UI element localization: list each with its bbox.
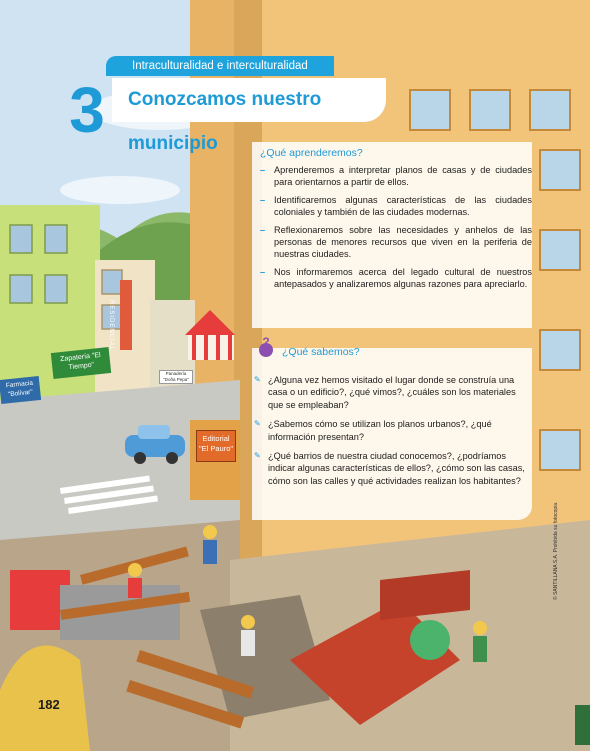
svg-text:?: ?: [262, 336, 270, 349]
section-tab: [106, 56, 334, 76]
sign-zapateria-text: Zapatería "El Tiempo": [59, 351, 101, 372]
sign-panaderia: [159, 370, 193, 384]
learn-list: [258, 164, 532, 296]
list-item-text: Nos informaremos acerca del legado cultural de nuestros antepasados y analizaremos algunas razones para apreciarlo.: [274, 266, 532, 290]
list-item: [258, 194, 532, 219]
sign-farmacia: [0, 376, 41, 404]
sign-panaderia-text: Panadería "Doña Pepa": [163, 371, 189, 382]
list-item-text: ¿Sabemos cómo se utilizan los planos urbanos?, ¿qué información presentan?: [268, 419, 492, 442]
question-bullet-icon: ✎: [254, 375, 261, 384]
know-list: [254, 374, 530, 494]
list-item: [254, 374, 530, 411]
section-label: Intraculturalidad e interculturalidad: [132, 60, 308, 72]
list-item-text: Aprenderemos a interpretar planos de casas y de ciudades para orientarnos a partir de ellos.: [274, 165, 532, 188]
list-item: [254, 450, 530, 487]
sign-editorial: [196, 430, 236, 462]
question-bullet-icon: ✎: [254, 451, 261, 461]
list-item-text: Identificaremos algunas características de las ciudades coloniales y también de las ciudades modernas.: [274, 194, 532, 218]
credit-text: © SANTILLANA S.A. Prohibida su fotocopia.: [553, 501, 559, 600]
page-number: 182: [38, 697, 60, 712]
sign-residencial: [106, 300, 116, 370]
question-mark-icon: [256, 336, 276, 358]
list-item-text: ¿Qué barrios de nuestra ciudad conocemos?, ¿podríamos indicar algunas características de ellos?, ¿cómo son las casas, cómo son las calles y qué actividades realizan los habitantes?: [268, 451, 525, 486]
sign-residencial-text: RESIDENCIAL: [108, 300, 114, 352]
dash-bullet-icon: –: [260, 194, 266, 205]
list-item: [258, 164, 532, 189]
dash-bullet-icon: –: [260, 165, 266, 175]
know-heading: ¿Qué sabemos?: [282, 346, 360, 358]
list-item: [254, 418, 530, 443]
list-item-text: Reflexionaremos sobre las necesidades y anhelos de las personas de menores recursos que viven en la periferia de nuestras ciudades.: [274, 224, 532, 260]
list-item-text: ¿Alguna vez hemos visitado el lugar donde se construía una casa o un edificio?, ¿qué vimos?, ¿cuáles son los materiales que se empleaban?: [268, 375, 516, 410]
dash-bullet-icon: –: [260, 224, 266, 235]
dash-bullet-icon: –: [260, 266, 266, 277]
learn-heading: ¿Qué aprenderemos?: [260, 147, 363, 159]
sign-editorial-text: Editorial "El Pauro": [198, 434, 234, 453]
page-title: Conozcamos nuestro municipio: [128, 89, 322, 154]
list-item: [258, 224, 532, 261]
sign-farmacia-text: Farmacia "Bolívar": [5, 379, 34, 399]
question-bullet-icon: ✎: [254, 419, 261, 429]
unit-number: 3: [69, 74, 105, 146]
list-item: [258, 266, 532, 291]
